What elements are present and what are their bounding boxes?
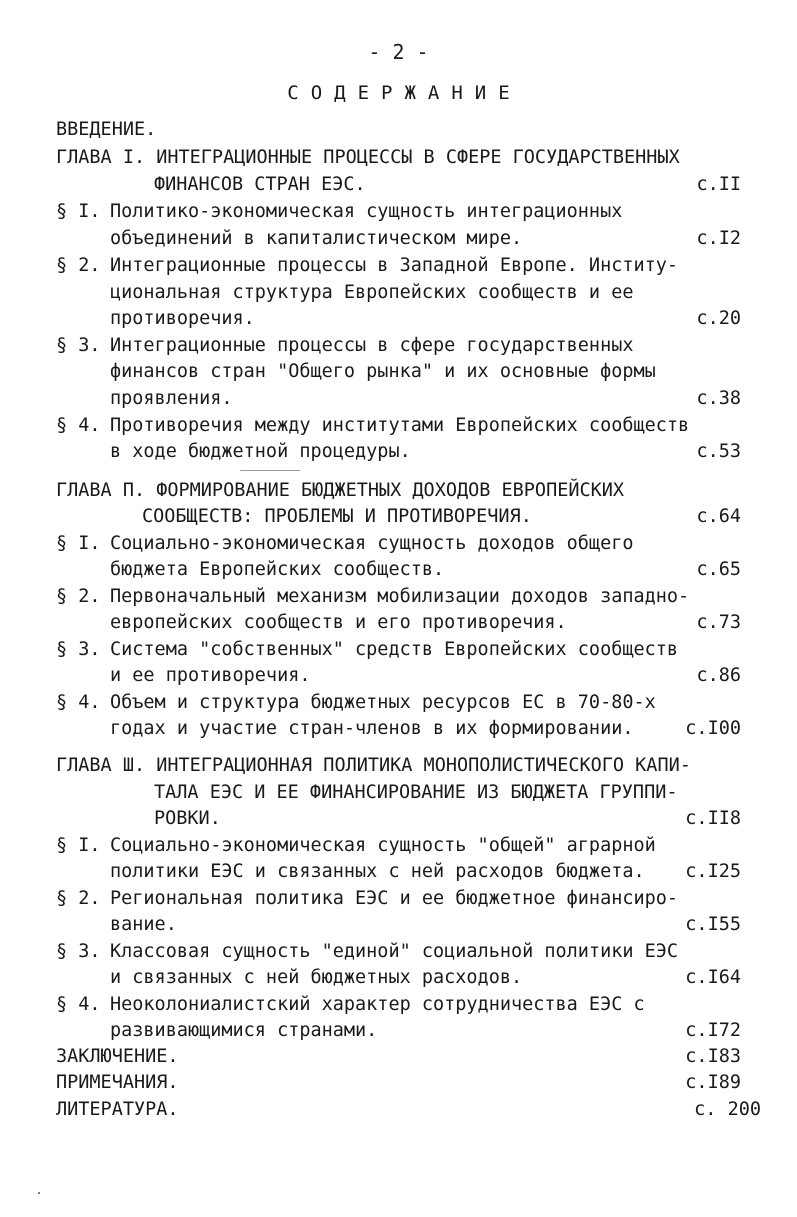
section-line: и ее противоречия.	[110, 665, 311, 686]
section-mark: § 3.	[56, 639, 101, 660]
section-page: с.I55	[685, 914, 741, 935]
section-page: с.73	[696, 612, 741, 633]
section-mark: § 2.	[56, 888, 101, 909]
section-page: с.20	[696, 308, 741, 329]
section-line: вание.	[110, 914, 177, 935]
section-mark: § 3.	[56, 941, 101, 962]
chapter-2-page: с.64	[696, 506, 741, 527]
section-page: с.I2	[696, 228, 741, 249]
section-line: Объем и структура бюджетных ресурсов ЕС в 70-80-х	[110, 692, 656, 713]
section-line: политики ЕЭС и связанных с ней расходов бюджета.	[110, 861, 645, 882]
section-mark: § 4.	[56, 692, 101, 713]
section-page: с.I25	[685, 861, 741, 882]
chapter-3-heading-line-1: ГЛАВА Ш. ИНТЕГРАЦИОННАЯ ПОЛИТИКА МОНОПОЛИСТИЧЕСКОГО КАПИ-	[56, 755, 691, 776]
toc-literature-page: с. 200	[694, 1099, 761, 1120]
section-line: развивающимися странами.	[110, 1020, 378, 1041]
section-line: Интеграционные процессы в сфере государственных	[110, 335, 634, 356]
section-line: Противоречия между институтами Европейских сообществ	[110, 415, 690, 436]
chapter-2-heading-line-1: ГЛАВА П. ФОРМИРОВАНИЕ БЮДЖЕТНЫХ ДОХОДОВ ЕВРОПЕЙСКИХ	[56, 480, 625, 501]
section-line: Классовая сущность "единой" социальной политики ЕЭС	[110, 941, 679, 962]
page-title: СОДЕРЖАНИЕ	[287, 82, 522, 104]
chapter-1-heading-line-2: ФИНАНСОВ СТРАН ЕЭС.	[154, 174, 366, 195]
section-line: годах и участие стран-членов в их формировании.	[110, 718, 634, 739]
toc-literature: ЛИТЕРАТУРА.	[56, 1099, 179, 1120]
section-line: проявления.	[110, 388, 233, 409]
toc-conclusion-page: с.I83	[685, 1046, 741, 1067]
section-page: с.I00	[685, 718, 741, 739]
toc-conclusion: ЗАКЛЮЧЕНИЕ.	[56, 1046, 179, 1067]
section-mark: § 4.	[56, 415, 101, 436]
section-line: Региональная политика ЕЭС и ее бюджетное финансиро-	[110, 888, 679, 909]
toc-intro: ВВЕДЕНИЕ.	[56, 119, 157, 140]
chapter-1-heading-line-1: ГЛАВА I. ИНТЕГРАЦИОННЫЕ ПРОЦЕССЫ В СФЕРЕ ГОСУДАРСТВЕННЫХ	[56, 147, 680, 168]
section-mark: § 3.	[56, 335, 101, 356]
section-page: с.I72	[685, 1020, 741, 1041]
section-line: в ходе бюджетной процедуры.	[110, 441, 411, 462]
section-line: циональная структура Европейских сообществ и ее	[110, 282, 634, 303]
section-line: объединений в капиталистическом мире.	[110, 228, 523, 249]
section-page: с.65	[696, 559, 741, 580]
chapter-2-heading-line-2: СООБЩЕСТВ: ПРОБЛЕМЫ И ПРОТИВОРЕЧИЯ.	[142, 506, 532, 527]
section-line: противоречия.	[110, 308, 255, 329]
section-page: с.38	[696, 388, 741, 409]
section-mark: § 2.	[56, 255, 101, 276]
section-line: Интеграционные процессы в Западной Европе. Институ-	[110, 255, 679, 276]
page-number: - 2 -	[368, 40, 429, 64]
section-line: и связанных с ней бюджетных расходов.	[110, 967, 523, 988]
scan-speck	[240, 470, 300, 471]
section-line: Неоколониалистский характер сотрудничества ЕЭС с	[110, 994, 645, 1015]
chapter-1-page: с.II	[696, 174, 741, 195]
section-mark: § I.	[56, 533, 101, 554]
section-page: с.53	[696, 441, 741, 462]
section-line: Социально-экономическая сущность доходов общего	[110, 533, 634, 554]
section-page: с.I64	[685, 967, 741, 988]
section-line: Первоначальный механизм мобилизации доходов западно-	[110, 586, 690, 607]
section-mark: § 4.	[56, 994, 101, 1015]
scan-speck	[38, 1192, 40, 1194]
section-mark: § I.	[56, 201, 101, 222]
chapter-3-heading-line-2: ТАЛА ЕЭС И ЕЕ ФИНАНСИРОВАНИЕ ИЗ БЮДЖЕТА ГРУППИ-	[154, 782, 678, 803]
section-page: с.86	[696, 665, 741, 686]
section-mark: § I.	[56, 835, 101, 856]
section-line: финансов стран "Общего рынка" и их основные формы	[110, 361, 656, 382]
toc-notes: ПРИМЕЧАНИЯ.	[56, 1072, 179, 1093]
chapter-3-page: с.II8	[685, 808, 741, 829]
section-mark: § 2.	[56, 586, 101, 607]
section-line: Политико-экономическая сущность интеграционных	[110, 201, 623, 222]
section-line: бюджета Европейских сообществ.	[110, 559, 445, 580]
section-line: европейских сообществ и его противоречия.	[110, 612, 567, 633]
chapter-3-heading-line-3: РОВКИ.	[154, 808, 221, 829]
section-line: Социально-экономическая сущность "общей" аграрной	[110, 835, 656, 856]
toc-notes-page: с.I89	[685, 1072, 741, 1093]
section-line: Система "собственных" средств Европейских сообществ	[110, 639, 679, 660]
